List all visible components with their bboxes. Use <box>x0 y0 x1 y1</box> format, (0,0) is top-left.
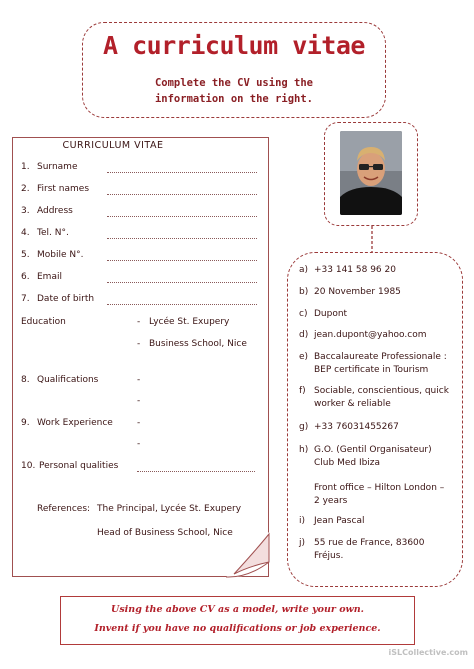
info-text: Club Med Ibiza <box>314 457 381 468</box>
form-title: CURRICULUM VITAE <box>62 140 164 151</box>
connector-line <box>360 226 384 252</box>
info-text: Sociable, conscientious, quick <box>314 386 449 396</box>
education-label: Education <box>21 317 66 327</box>
field-number: 2. <box>21 184 30 194</box>
field-label: Surname <box>37 162 78 172</box>
answer-line[interactable] <box>107 194 257 195</box>
info-text: Front office – Hilton London – <box>314 483 445 493</box>
field-label: First names <box>37 184 90 194</box>
dash: - <box>137 339 141 349</box>
dash: - <box>137 317 141 327</box>
task-line-2: Invent if you have no qualifications or job experience. <box>94 623 381 634</box>
info-text: Jean Pascal <box>314 516 365 526</box>
field-label: Date of birth <box>37 294 95 304</box>
field-number: 3. <box>21 206 30 216</box>
info-text: Baccalaureate Professionale : <box>314 352 447 362</box>
page-curl <box>226 532 272 580</box>
info-text: Fréjus. <box>314 550 344 561</box>
info-text: 55 rue de France, 83600 <box>314 538 425 548</box>
person-photo <box>340 131 402 215</box>
field-number: 6. <box>21 272 30 282</box>
form-field-mobile <box>21 250 261 270</box>
dash: - <box>137 418 141 428</box>
task-instruction-box <box>60 596 415 645</box>
qualifications-label: Qualifications <box>37 375 99 385</box>
dash: - <box>137 439 141 449</box>
field-number: 1. <box>21 162 30 172</box>
field-label: Email <box>37 272 62 282</box>
info-letter: c) <box>299 309 308 319</box>
personal-qualities-label: Personal qualities <box>39 461 119 471</box>
info-letter: i) <box>299 516 306 526</box>
field-number: 10. <box>21 461 36 471</box>
instruction-line-1: Complete the CV using the <box>154 77 314 89</box>
references-label: References: <box>37 504 91 514</box>
info-text: +33 141 58 96 20 <box>314 265 396 275</box>
info-letter: b) <box>299 287 309 297</box>
form-field-address <box>21 206 261 226</box>
info-letter: g) <box>299 422 309 432</box>
field-number: 9. <box>21 418 30 428</box>
field-label: Address <box>37 206 73 216</box>
field-number: 4. <box>21 228 30 238</box>
info-letter: d) <box>299 330 309 340</box>
form-field-surname <box>21 162 261 182</box>
info-text: worker & reliable <box>314 398 391 409</box>
info-text: +33 76031455267 <box>314 422 399 432</box>
info-text: BEP certificate in Tourism <box>314 364 429 375</box>
info-letter: h) <box>299 445 309 455</box>
task-line-1: Using the above CV as a model, write your own. <box>111 604 364 615</box>
instruction-line-2: information on the right. <box>154 93 314 105</box>
field-number: 8. <box>21 375 30 385</box>
title-box <box>82 22 386 118</box>
field-label: Mobile N°. <box>37 250 84 260</box>
reference-1: The Principal, Lycée St. Exupery <box>97 504 242 514</box>
field-number: 7. <box>21 294 30 304</box>
info-letter: a) <box>299 265 309 275</box>
answer-line[interactable] <box>107 282 257 283</box>
field-label: Tel. N°. <box>37 228 69 238</box>
watermark: iSLCollective.com <box>388 648 468 657</box>
info-text: 2 years <box>314 495 348 506</box>
form-field-email <box>21 272 261 292</box>
answer-line[interactable] <box>107 260 257 261</box>
dash: - <box>137 396 141 406</box>
info-text: 20 November 1985 <box>314 287 401 297</box>
info-letter: j) <box>299 538 306 548</box>
work-experience-label: Work Experience <box>37 418 113 428</box>
answer-line[interactable] <box>107 238 257 239</box>
form-field-first-names <box>21 184 261 204</box>
info-letter: e) <box>299 352 309 362</box>
photo-frame <box>324 122 418 226</box>
answer-line[interactable] <box>107 216 257 217</box>
info-text: Dupont <box>314 309 348 319</box>
info-text: jean.dupont@yahoo.com <box>314 330 427 340</box>
answer-line[interactable] <box>107 172 257 173</box>
dash: - <box>137 375 141 385</box>
form-field-date-of-birth <box>21 294 261 314</box>
info-letter: f) <box>299 386 306 396</box>
field-number: 5. <box>21 250 30 260</box>
answer-line[interactable] <box>137 471 255 472</box>
form-field-tel <box>21 228 261 248</box>
information-box <box>287 252 463 587</box>
info-text: G.O. (Gentil Organisateur) <box>314 445 432 455</box>
cv-form-sheet <box>12 137 269 577</box>
answer-line[interactable] <box>107 304 257 305</box>
reference-2: Head of Business School, Nice <box>97 528 233 538</box>
education-item: Business School, Nice <box>149 339 247 349</box>
page-title: A curriculum vitae <box>103 31 365 60</box>
education-item: Lycée St. Exupery <box>149 317 230 327</box>
